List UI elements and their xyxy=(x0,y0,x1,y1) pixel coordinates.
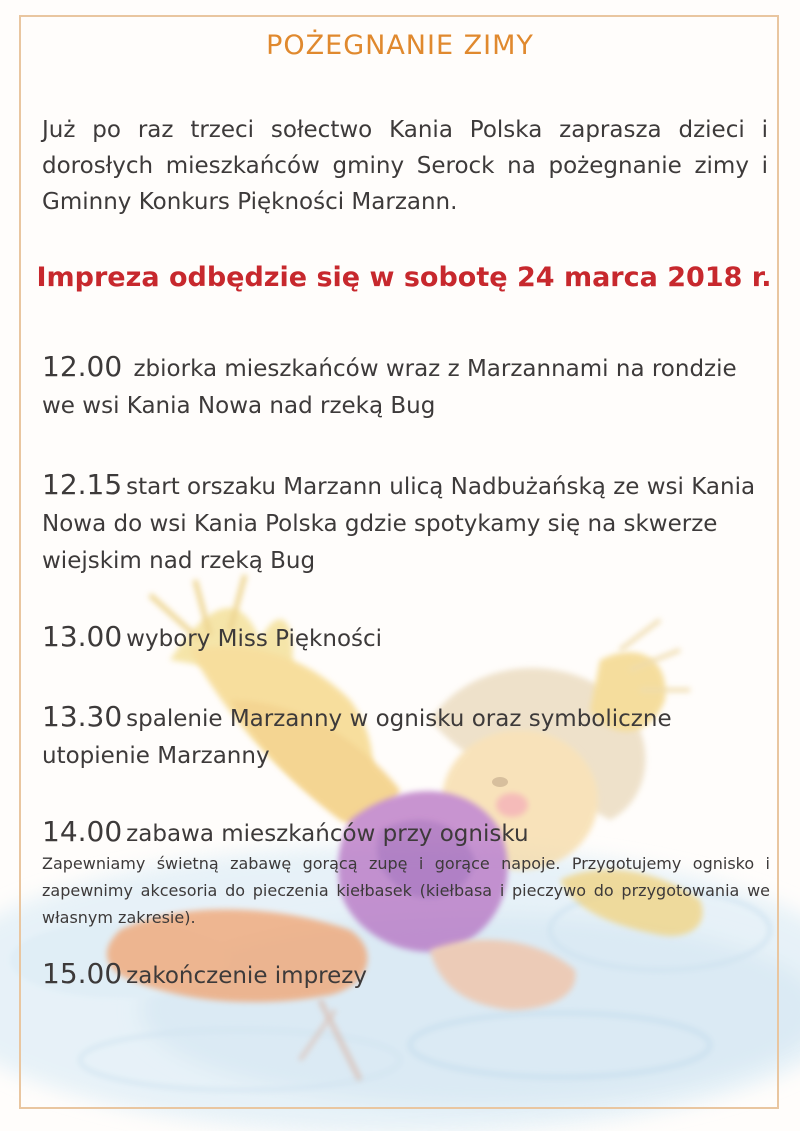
schedule-text: zbiorka mieszkańców wraz z Marzannami na rondzie we wsi Kania Nowa nad rzeką Bug xyxy=(42,356,737,419)
schedule-time: 15.00 xyxy=(42,957,123,990)
schedule-time: 14.00 xyxy=(42,815,123,848)
event-date-heading: Impreza odbędzie się w sobotę 24 marca 2018 r. xyxy=(36,262,772,293)
schedule-item xyxy=(42,698,772,775)
schedule-item xyxy=(42,955,772,995)
schedule-item xyxy=(42,466,772,580)
schedule-time: 12.00 xyxy=(42,350,123,383)
event-note: Zapewniamy świetną zabawę gorącą zupę i gorące napoje. Przygotujemy ognisko i zapewnimy akcesoria do pieczenia kiełbasek (kiełbasa i pieczywo do przygotowania we własnym zakresie). xyxy=(42,854,770,927)
poster-title: POŻEGNANIE ZIMY xyxy=(266,30,534,61)
schedule-text: start orszaku Marzann ulicą Nadbużańską ze wsi Kania Nowa do wsi Kania Polska gdzie spotykamy się na skwerze wiejskim nad rzeką Bug xyxy=(42,474,756,574)
schedule-time: 13.30 xyxy=(42,700,123,733)
schedule-item xyxy=(42,348,772,425)
schedule-time: 13.00 xyxy=(42,620,123,653)
schedule-item xyxy=(42,618,772,658)
schedule-text: spalenie Marzanny w ognisku oraz symboliczne utopienie Marzanny xyxy=(42,706,672,769)
schedule-text: zabawa mieszkańców przy ognisku xyxy=(126,821,529,847)
schedule-text: zakończenie imprezy xyxy=(126,963,367,989)
schedule-time: 12.15 xyxy=(42,468,123,501)
schedule-text: wybory Miss Piękności xyxy=(126,626,383,652)
intro-paragraph: Już po raz trzeci sołectwo Kania Polska zaprasza dzieci i dorosłych mieszkańców gminy Serock na pożegnanie zimy i Gminny Konkurs Piękności Marzann. xyxy=(42,117,768,215)
schedule-item xyxy=(42,813,772,853)
